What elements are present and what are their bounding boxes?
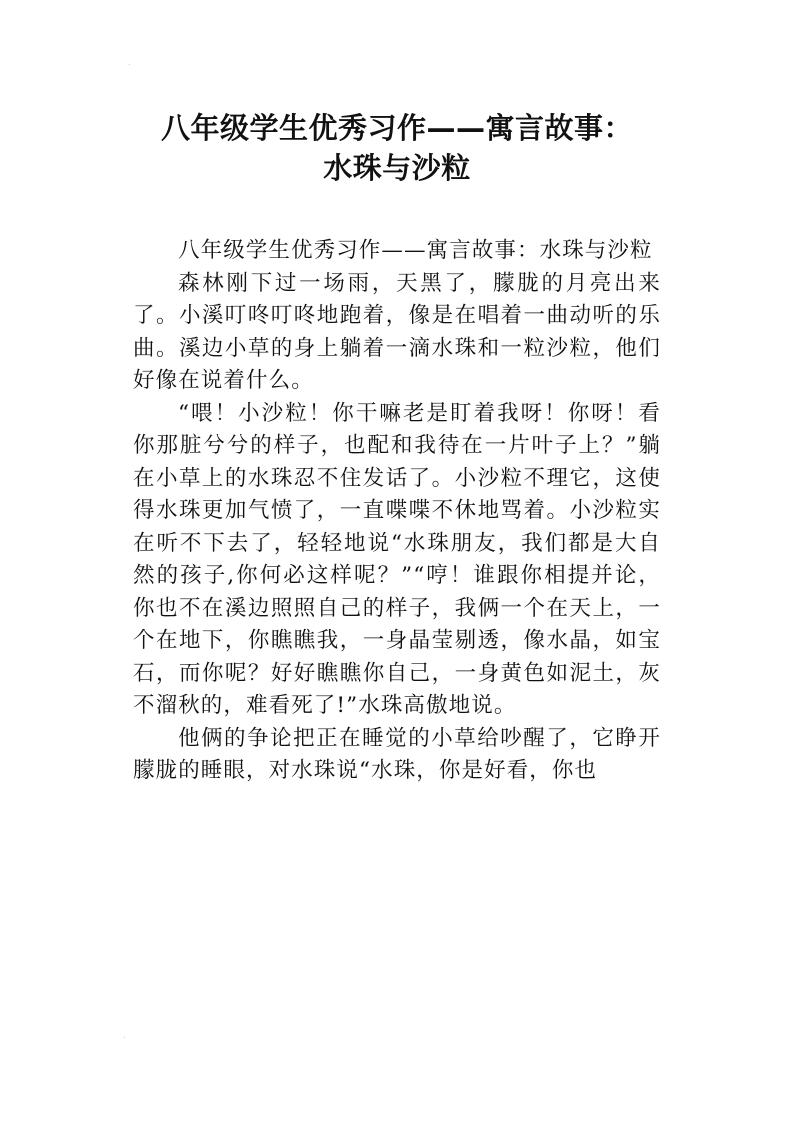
paragraph-1: 森林刚下过一场雨，天黑了，朦胧的月亮出来了。小溪叮咚叮咚地跑着，像是在唱着一曲动听的乐曲。溪边小草的身上躺着一滴水珠和一粒沙粒，他们好像在说着什么。 (133, 270, 661, 393)
corner-mark-bottom: . (123, 1031, 126, 1041)
paragraph-heading: 八年级学生优秀习作——寓言故事：水珠与沙粒 (178, 238, 653, 263)
title-line-1: 八年级学生优秀习作——寓言故事： (160, 111, 633, 145)
paragraph-3: 他俩的争论把正在睡觉的小草给吵醒了，它睁开朦胧的睡眼，对水珠说“水珠，你是好看，你也 (133, 725, 661, 783)
title-line-2: 水珠与沙粒 (323, 151, 471, 185)
corner-mark: . (128, 58, 131, 68)
article-body (133, 235, 661, 788)
paragraph-2: “喂！小沙粒！你干嘛老是盯着我呀！你呀！看你那脏兮兮的样子，也配和我待在一片叶子上？”躺在小草上的水珠忍不住发话了。小沙粒不理它，这使得水珠更加气愤了，一直喋喋不休地骂着。小沙粒实在听不下去了，轻轻地说“水珠朋友，我们都是大自然的孩子,你何必这样呢？”“哼！谁跟你相提并论，你也不在溪边照照自己的样子，我俩一个在天上，一个在地下，你瞧瞧我，一身晶莹剔透，像水晶，如宝石，而你呢？好好瞧瞧你自己，一身黄色如泥土，灰不溜秋的，难看死了!”水珠高傲地说。 (133, 400, 661, 718)
